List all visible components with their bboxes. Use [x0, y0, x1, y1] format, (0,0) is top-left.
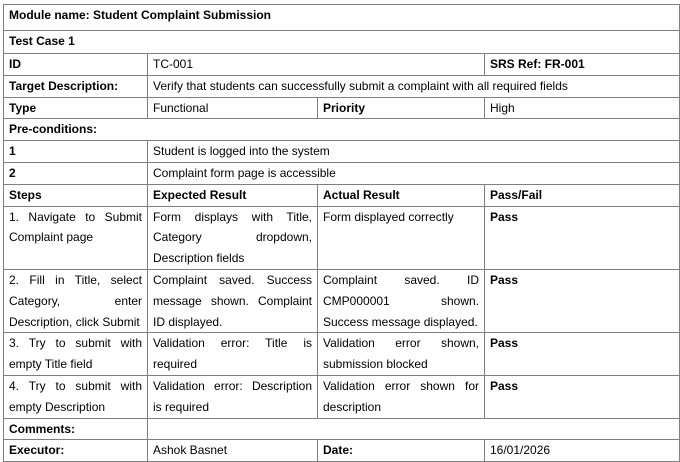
type-row	[4, 97, 680, 119]
actual-result: Validation error shown, submission blocked	[318, 333, 485, 376]
precondition-text: Complaint form page is accessible	[148, 162, 680, 184]
expected-result: Validation error: Description is required	[148, 375, 318, 418]
preconditions-label: Pre-conditions:	[4, 119, 680, 141]
module-row	[4, 5, 680, 31]
actual-result: Complaint saved. ID CMP000001 shown. Success message displayed.	[318, 269, 485, 332]
steps-header-row	[4, 184, 680, 206]
test-case-title: Test Case 1	[4, 31, 680, 54]
preconditions-header-row	[4, 119, 680, 141]
executor-label: Executor:	[4, 440, 148, 462]
actual-result: Validation error shown for description	[318, 375, 485, 418]
steps-header: Steps	[4, 184, 148, 206]
precondition-row	[4, 141, 680, 163]
comments-label: Comments:	[4, 418, 148, 440]
precondition-row	[4, 162, 680, 184]
priority-label: Priority	[318, 97, 485, 119]
step-result: Pass	[485, 375, 680, 418]
type-label: Type	[4, 97, 148, 119]
step-row	[4, 333, 680, 376]
step-result: Pass	[485, 333, 680, 376]
priority-value: High	[485, 97, 680, 119]
step-text: 2. Fill in Title, select Category, enter Description, click Submit	[4, 269, 148, 332]
expected-result: Validation error: Title is required	[148, 333, 318, 376]
test-case-table	[3, 4, 680, 462]
actual-result: Form displayed correctly	[318, 206, 485, 269]
id-label: ID	[4, 54, 148, 76]
test-case-row	[4, 31, 680, 54]
precondition-number: 2	[4, 162, 148, 184]
step-text: 3. Try to submit with empty Title field	[4, 333, 148, 376]
step-text: 4. Try to submit with empty Description	[4, 375, 148, 418]
step-result: Pass	[485, 269, 680, 332]
target-row	[4, 75, 680, 97]
precondition-number: 1	[4, 141, 148, 163]
srs-ref: SRS Ref: FR-001	[485, 54, 680, 76]
module-title: Module name: Student Complaint Submission	[4, 5, 680, 31]
expected-result: Complaint saved. Success message shown. Complaint ID displayed.	[148, 269, 318, 332]
target-label: Target Description:	[4, 75, 148, 97]
id-value: TC-001	[148, 54, 485, 76]
executor-row	[4, 440, 680, 462]
precondition-text: Student is logged into the system	[148, 141, 680, 163]
passfail-header: Pass/Fail	[485, 184, 680, 206]
step-row	[4, 206, 680, 269]
actual-header: Actual Result	[318, 184, 485, 206]
step-result: Pass	[485, 206, 680, 269]
comments-value	[148, 418, 680, 440]
date-label: Date:	[318, 440, 485, 462]
date-value: 16/01/2026	[485, 440, 680, 462]
step-row	[4, 375, 680, 418]
executor-value: Ashok Basnet	[148, 440, 318, 462]
comments-row	[4, 418, 680, 440]
target-value: Verify that students can successfully submit a complaint with all required fields	[148, 75, 680, 97]
expected-header: Expected Result	[148, 184, 318, 206]
type-value: Functional	[148, 97, 318, 119]
step-text: 1. Navigate to Submit Complaint page	[4, 206, 148, 269]
step-row	[4, 269, 680, 332]
expected-result: Form displays with Title, Category dropdown, Description fields	[148, 206, 318, 269]
id-row	[4, 54, 680, 76]
